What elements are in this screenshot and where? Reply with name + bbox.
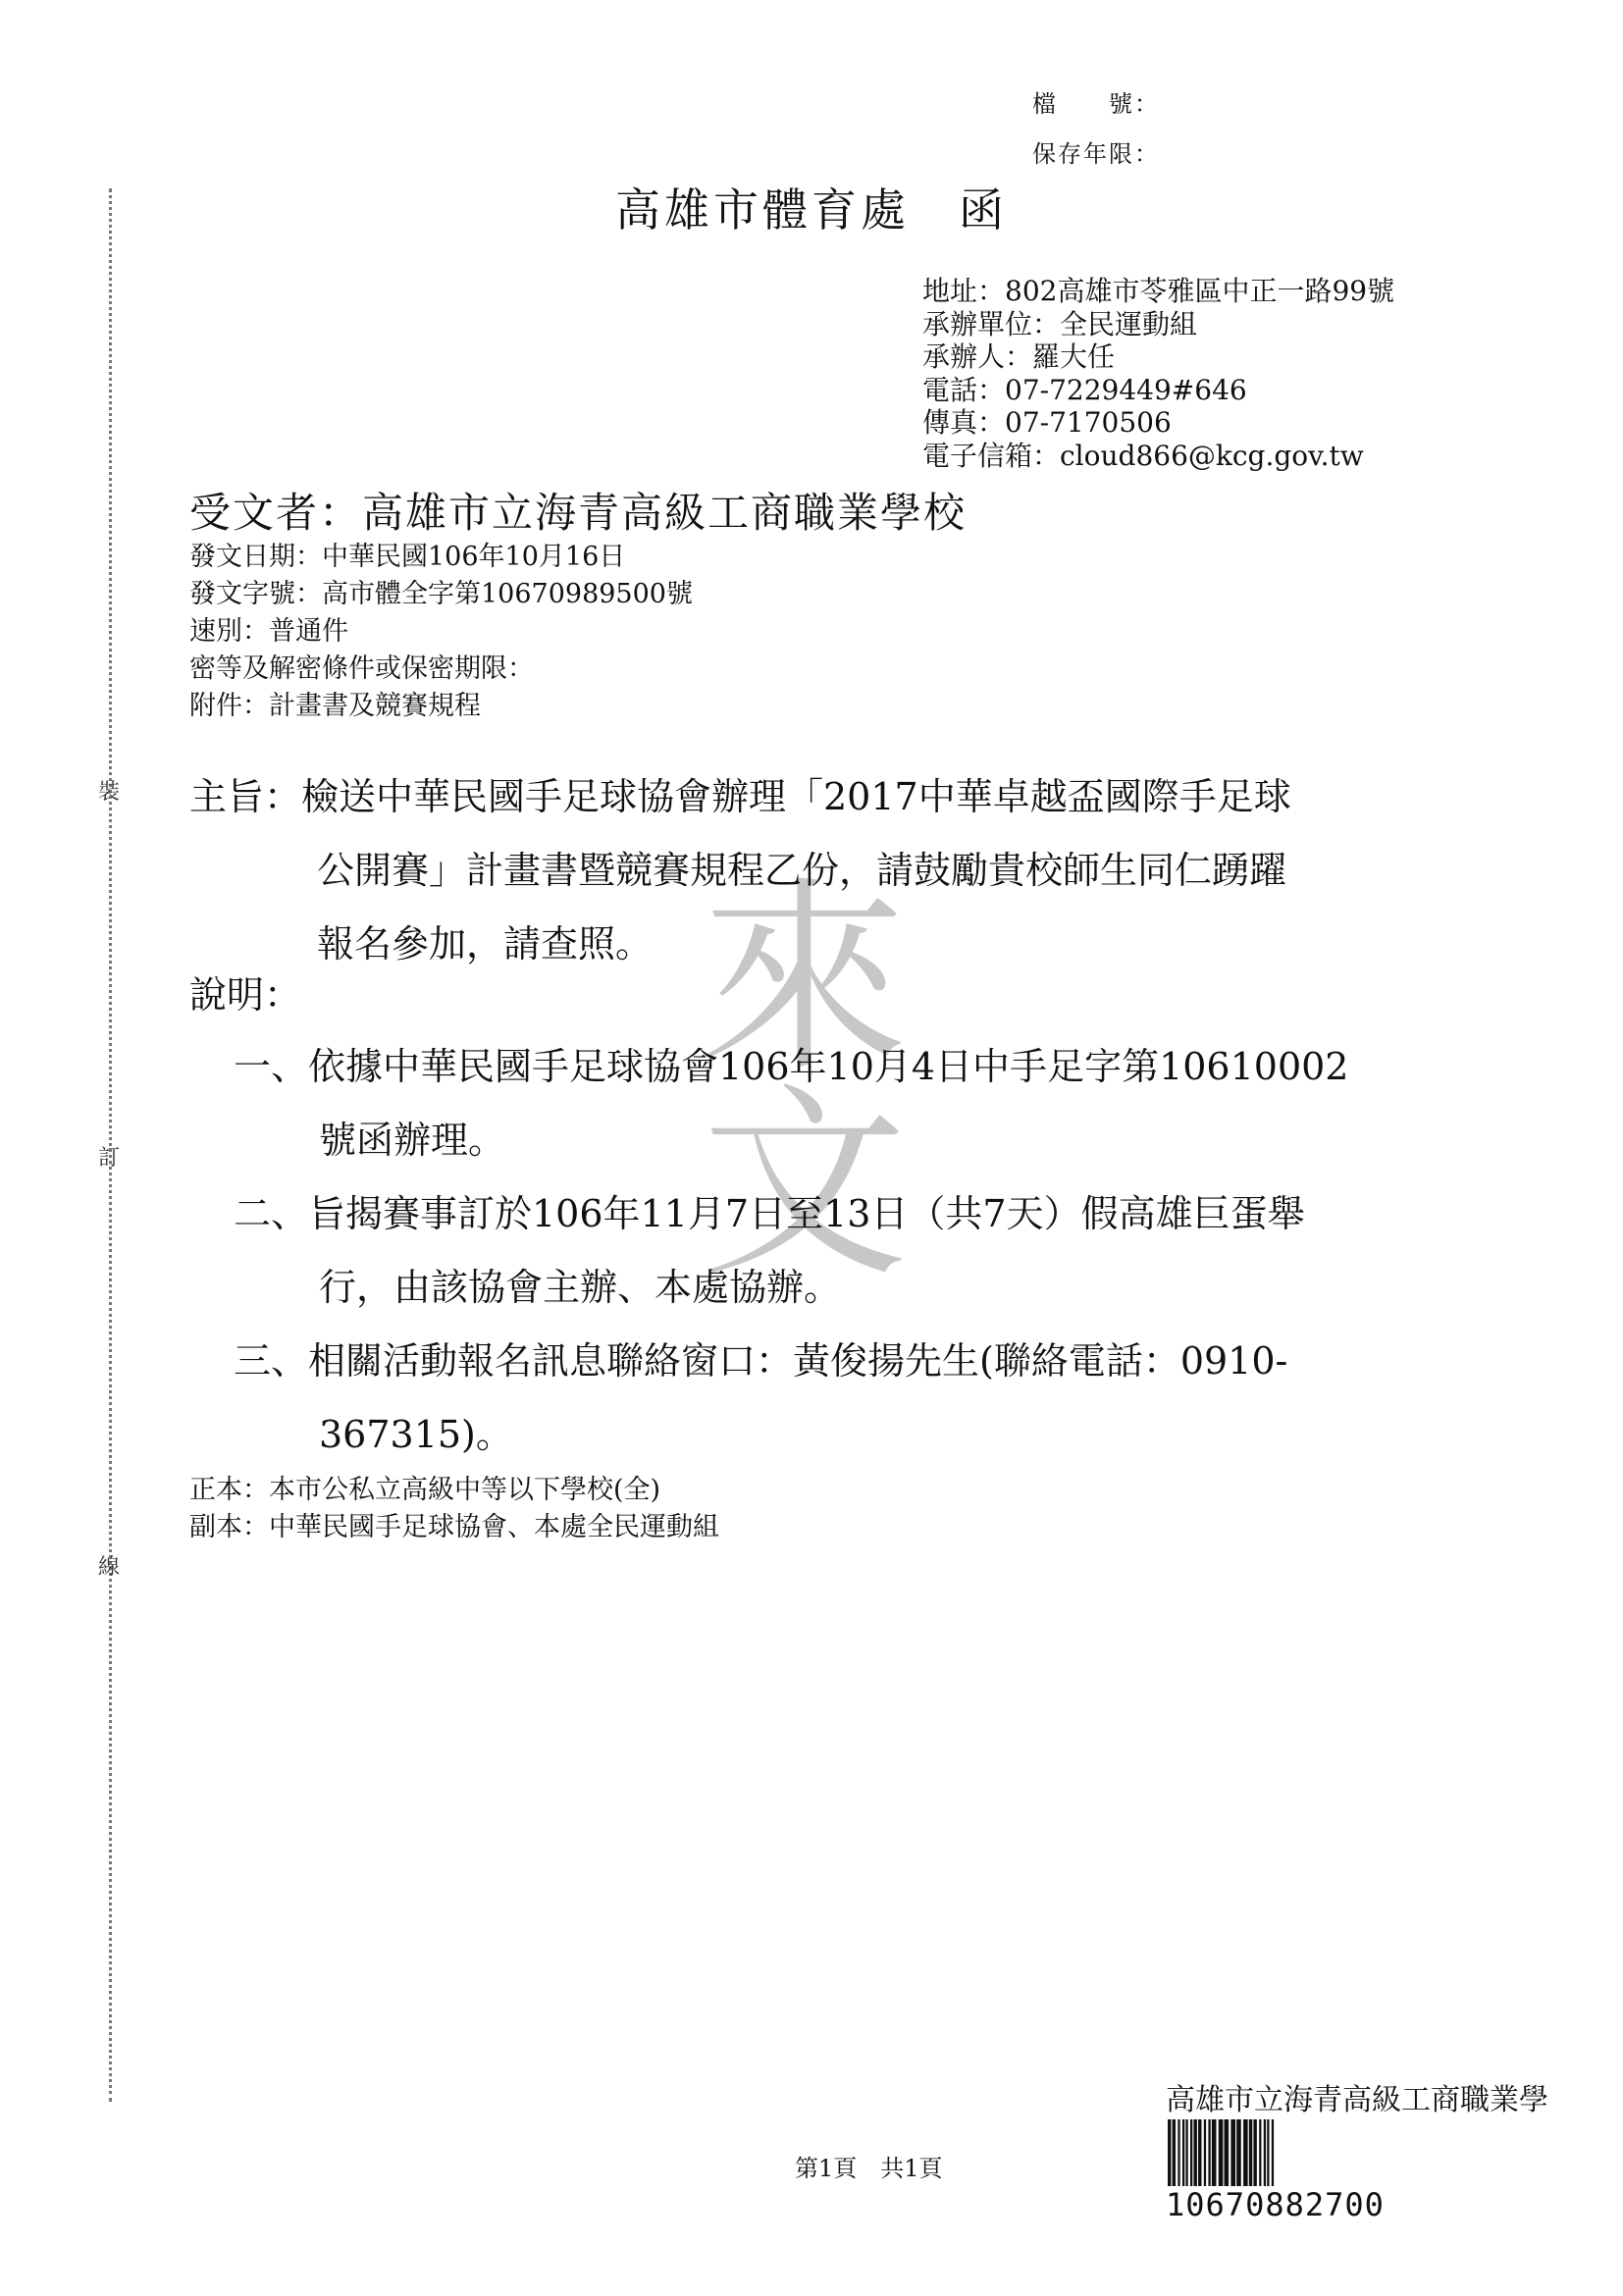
secrecy-level: 密等及解密條件或保密期限： bbox=[189, 653, 534, 684]
barcode-bar bbox=[1267, 2119, 1269, 2186]
barcode-bar bbox=[1185, 2119, 1187, 2186]
document-number: 發文字號：高市體全字第10670989500號 bbox=[189, 579, 693, 609]
subject bbox=[189, 760, 1291, 981]
explanation-item-1-line-2: 號函辦理。 bbox=[319, 1119, 506, 1162]
barcode-bar bbox=[1182, 2119, 1184, 2186]
subject-line-3: 報名參加，請查照。 bbox=[317, 922, 654, 965]
archive-number-label: 檔 號： bbox=[1032, 90, 1160, 118]
barcode-bar bbox=[1178, 2119, 1179, 2186]
contact-email: 電子信箱：cloud866@kcg.gov.tw bbox=[922, 439, 1364, 472]
barcode-organization: 高雄市立海青高級工商職業學 bbox=[1166, 2083, 1548, 2117]
barcode-bar bbox=[1190, 2119, 1192, 2186]
attachment: 附件：計畫書及競賽規程 bbox=[189, 691, 481, 721]
binding-mark-xian: 線 bbox=[98, 1555, 121, 1580]
page-number: 第1頁 共1頁 bbox=[795, 2155, 943, 2182]
recipient: 受文者：高雄市立海青高級工商職業學校 bbox=[189, 489, 968, 537]
document-meta bbox=[189, 539, 693, 725]
explanation-item-1-line-1: 一、依據中華民國手足球協會106年10月4日中手足字第10610002 bbox=[234, 1045, 1349, 1088]
barcode-bar bbox=[1173, 2119, 1176, 2186]
contact-address: 地址：802高雄市苓雅區中正一路99號 bbox=[922, 275, 1395, 307]
binding-mark-zhuang: 裝 bbox=[98, 780, 121, 805]
stamp-char-lai: 來 bbox=[701, 863, 909, 1099]
contact-phone: 電話：07-7229449#646 bbox=[922, 373, 1247, 406]
barcode-bar bbox=[1253, 2119, 1256, 2186]
contact-officer: 承辦人：羅大任 bbox=[922, 340, 1116, 373]
explanation-item-3-line-1: 三、相關活動報名訊息聯絡窗口：黃俊揚先生(聯絡電話：0910- bbox=[234, 1339, 1288, 1383]
barcode-bar bbox=[1208, 2119, 1210, 2186]
copy-recipients: 副本：中華民國手足球協會、本處全民運動組 bbox=[189, 1512, 719, 1542]
barcode-bar bbox=[1219, 2119, 1224, 2186]
barcode-bar bbox=[1168, 2119, 1171, 2186]
issue-date: 發文日期：中華民國106年10月16日 bbox=[189, 542, 626, 572]
retention-period-label: 保存年限： bbox=[1032, 140, 1160, 168]
explanation-item-2-line-2: 行，由該協會主辦、本處協辦。 bbox=[319, 1266, 842, 1309]
barcode-bar bbox=[1204, 2119, 1206, 2186]
original-recipients: 正本：本市公私立高級中等以下學校(全) bbox=[189, 1475, 661, 1505]
barcode-bar bbox=[1236, 2119, 1241, 2186]
barcode-image bbox=[1166, 2119, 1401, 2186]
delivery-speed: 速別：普通件 bbox=[189, 616, 348, 647]
barcode-bar bbox=[1272, 2119, 1274, 2186]
barcode-bar bbox=[1259, 2119, 1261, 2186]
explanation-heading: 說明： bbox=[189, 973, 302, 1017]
contact-fax: 傳真：07-7170506 bbox=[922, 406, 1172, 439]
barcode-bar bbox=[1249, 2119, 1252, 2186]
barcode-bar bbox=[1243, 2119, 1248, 2186]
barcode-bar bbox=[1225, 2119, 1230, 2186]
barcode-number: 10670882700 bbox=[1166, 2186, 1385, 2223]
explanation-item-2-line-1: 二、旨揭賽事訂於106年11月7日至13日（共7天）假高雄巨蛋舉 bbox=[234, 1192, 1305, 1235]
contact-unit: 承辦單位：全民運動組 bbox=[922, 307, 1198, 340]
barcode-bar bbox=[1198, 2119, 1201, 2186]
distribution-list bbox=[189, 1472, 719, 1546]
contact-block bbox=[922, 275, 1394, 472]
barcode-bar bbox=[1230, 2119, 1235, 2186]
binding-mark-ding: 訂 bbox=[98, 1146, 121, 1171]
explanation-item-3-line-2: 367315)。 bbox=[319, 1413, 513, 1456]
document-title: 高雄市體育處 函 bbox=[615, 183, 1008, 236]
subject-line-2: 公開賽」計畫書暨競賽規程乙份，請鼓勵貴校師生同仁踴躍 bbox=[317, 849, 1287, 892]
barcode-bar bbox=[1212, 2119, 1217, 2186]
barcode-bar bbox=[1264, 2119, 1266, 2186]
explanation-items bbox=[234, 1030, 1348, 1472]
subject-line-1: 主旨：檢送中華民國手足球協會辦理「2017中華卓越盃國際手足球 bbox=[189, 775, 1291, 818]
barcode-bar bbox=[1193, 2119, 1196, 2186]
stamp-char-wen: 文 bbox=[701, 1065, 909, 1276]
